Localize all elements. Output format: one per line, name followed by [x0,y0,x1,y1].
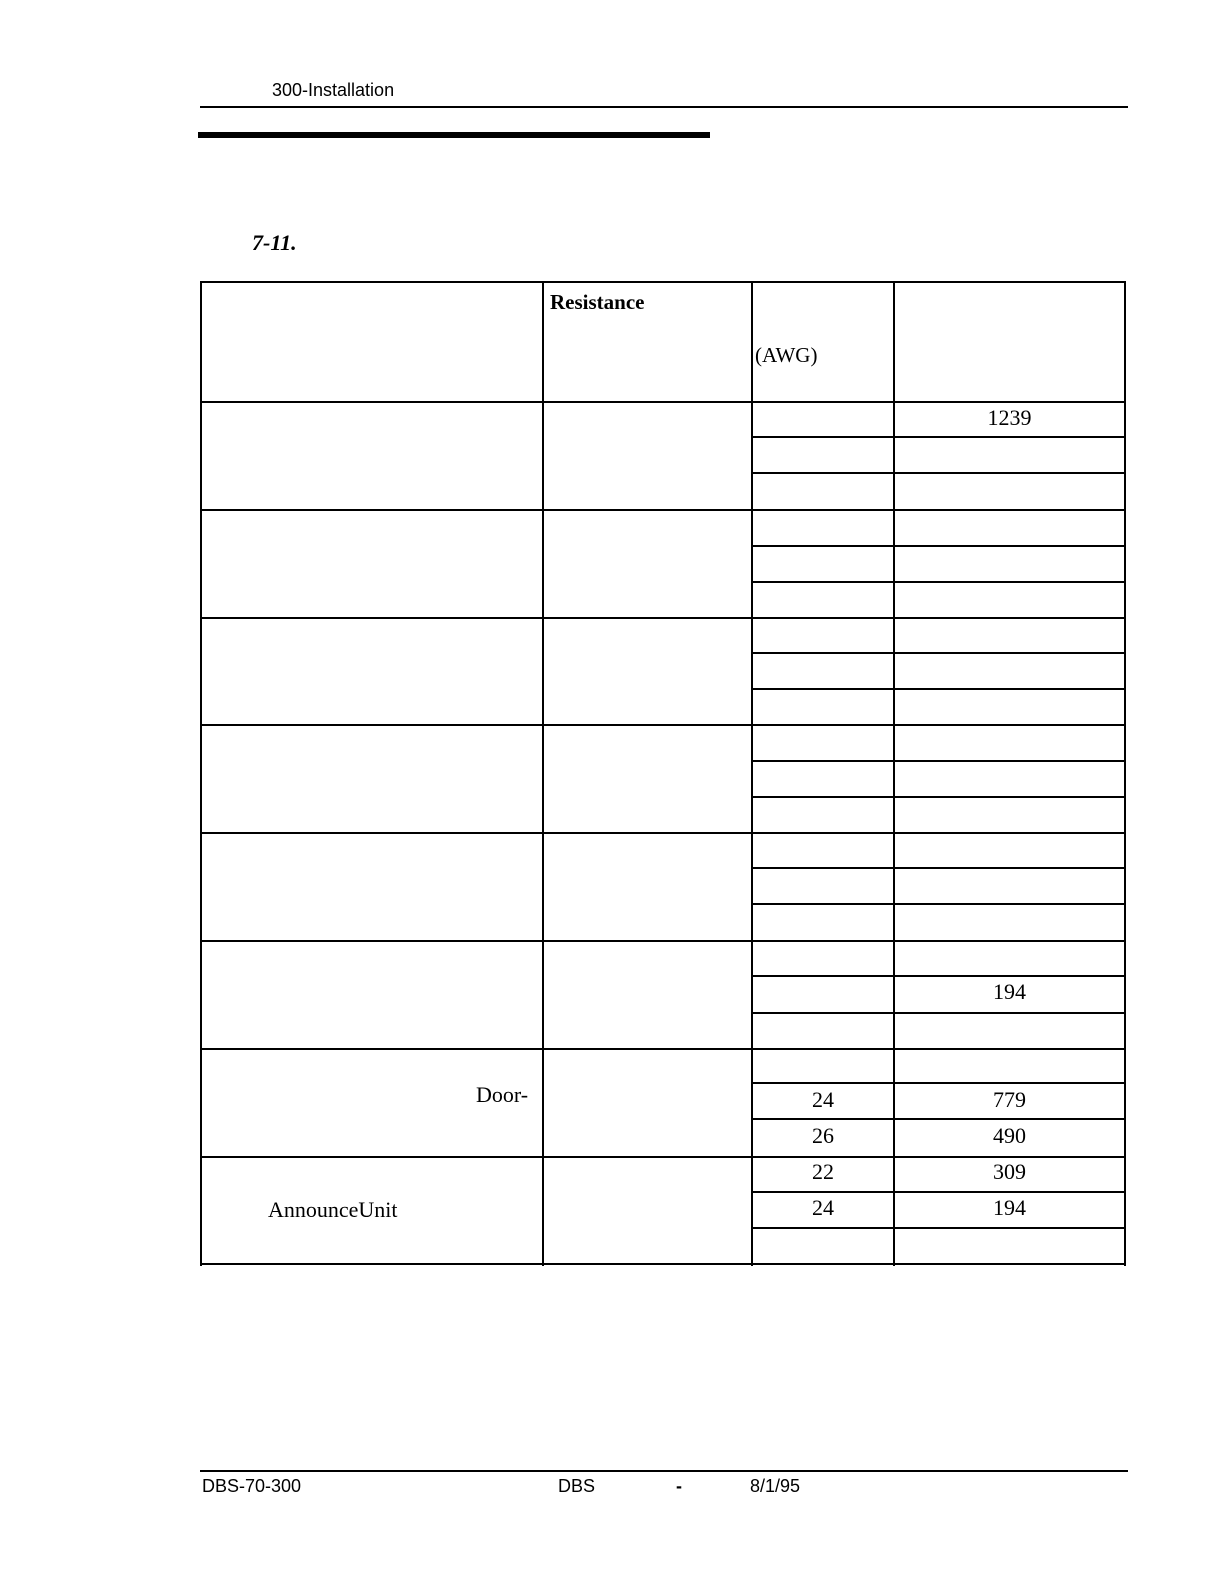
footer-brand: DBS [558,1476,596,1496]
gauge-cell: 24 [812,1087,834,1112]
footer-separator: - [676,1476,682,1496]
sub-row-line [751,867,1126,869]
footer-rule [200,1470,1128,1472]
sub-row-line [751,903,1126,905]
gauge-cell: 22 [812,1159,834,1184]
sub-row-line [751,1227,1126,1229]
group-line [200,1156,1126,1158]
footer-date: 8/1/95 [750,1476,801,1496]
sub-row-line [751,760,1126,762]
table-divider-col1 [542,282,544,1266]
gauge-cell: 26 [812,1123,834,1148]
table-border-left [200,282,202,1266]
header-section-label: 300-Installation [272,80,395,100]
sub-row-line [751,652,1126,654]
awg-header: (AWG) [755,343,818,367]
device-label-door: Door- [476,1082,529,1107]
table-border-top [200,281,1126,283]
group-line [200,940,1126,942]
feet-cell: 309 [993,1159,1026,1184]
group-line [200,401,1126,403]
sub-row-line [751,1191,1126,1193]
feet-cell: 779 [993,1087,1026,1112]
sub-row-line [751,975,1126,977]
sub-row-line [751,472,1126,474]
table-number: 7-11. [252,230,297,255]
sub-row-line [751,688,1126,690]
sub-row-line [751,1082,1126,1084]
sub-row-line [751,581,1126,583]
feet-cell: 490 [993,1123,1026,1148]
sub-row-line [751,545,1126,547]
group-line [200,724,1126,726]
resistance-header: Resistance [550,290,645,314]
sub-row-line [751,796,1126,798]
table-border-bottom [200,1263,1126,1265]
group-line [200,832,1126,834]
gauge-cell: 24 [812,1195,834,1220]
group-line [200,617,1126,619]
footer-doc-id: DBS-70-300 [202,1476,302,1496]
sub-row-line [751,1012,1126,1014]
group-line [200,509,1126,511]
feet-cell: 194 [993,1195,1026,1220]
group-line [200,1048,1126,1050]
device-label-announce-unit: AnnounceUnit [268,1197,398,1222]
feet-cell: 194 [993,979,1026,1004]
sub-row-line [751,1118,1126,1120]
sub-row-line [751,436,1126,438]
feet-cell: 1239 [987,405,1032,430]
